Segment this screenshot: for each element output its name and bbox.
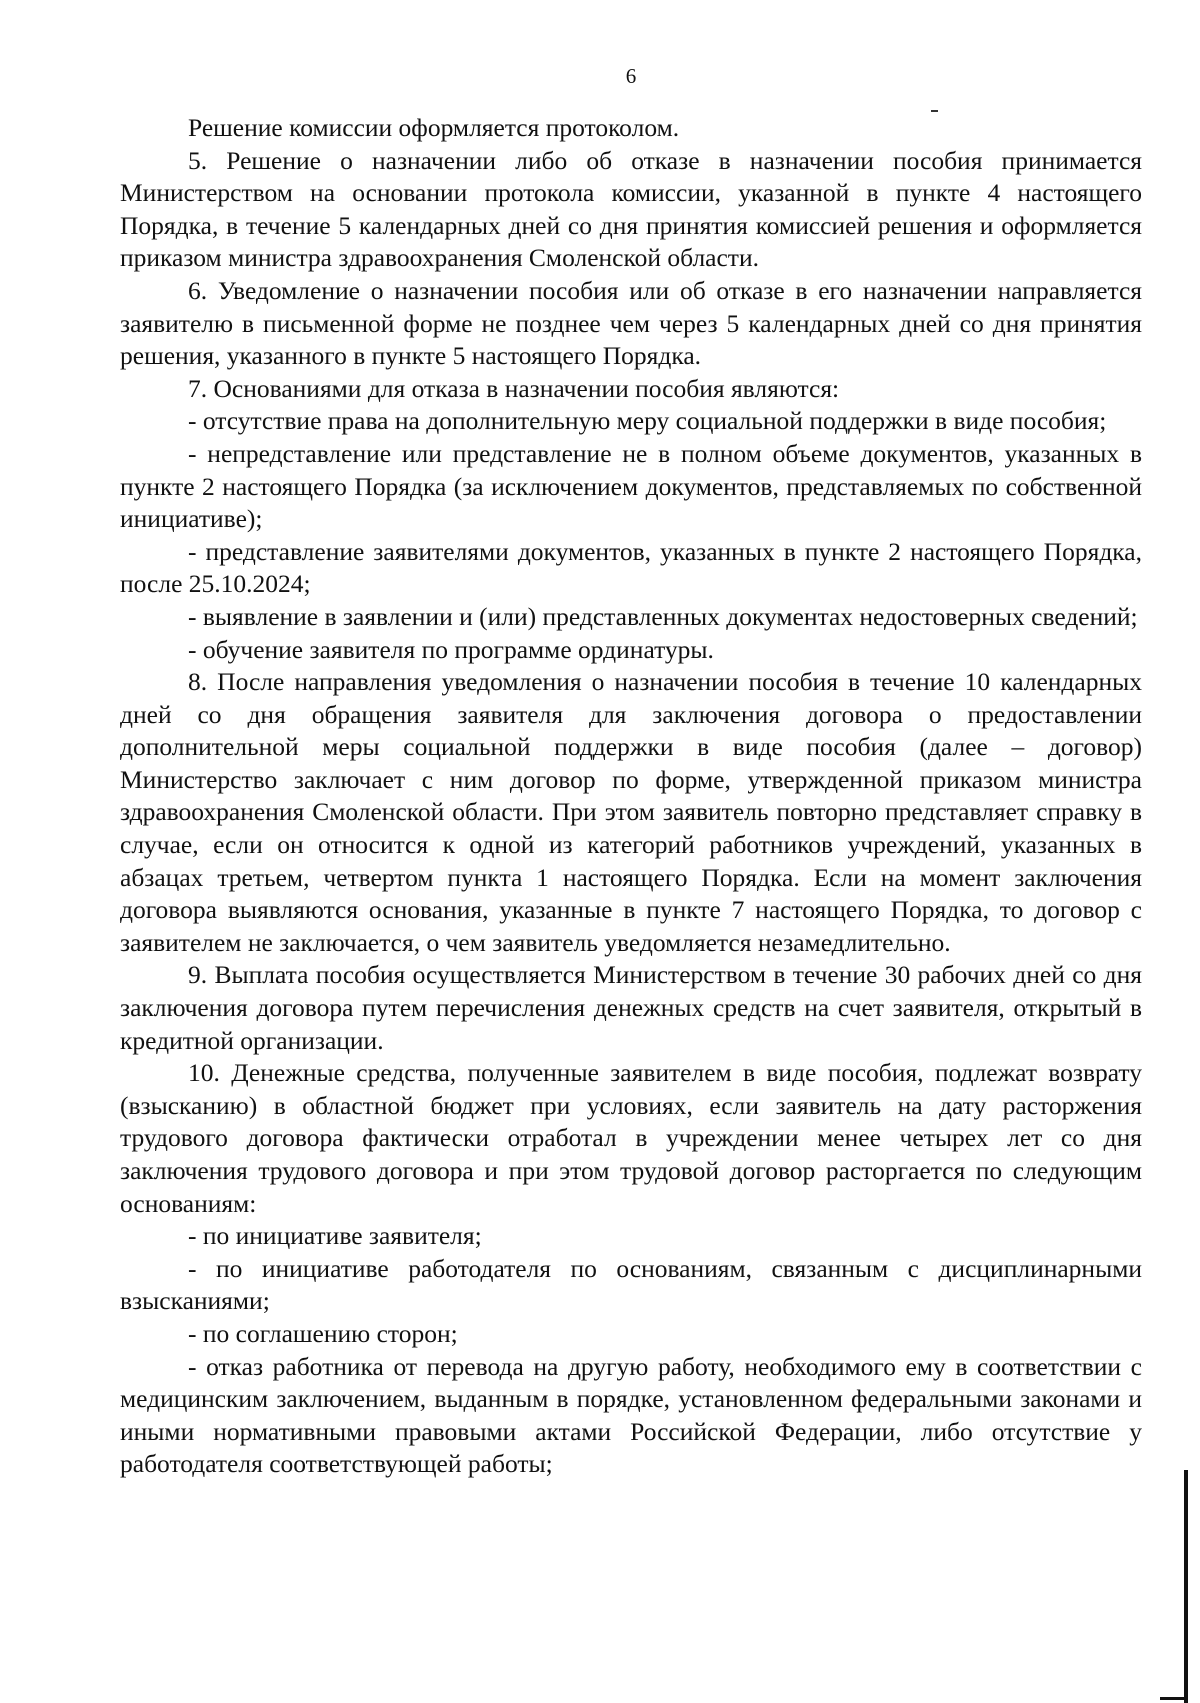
paragraph-item-9: 9. Выплата пособия осуществляется Министерством в течение 30 рабочих дней со дня заключения договора путем перечисления денежных средств на счет заявителя, открытый в кредитной организации.: [120, 960, 1142, 1055]
list-item-refusal-ground: - выявление в заявлении и (или) представленных документах недостоверных сведений;: [188, 601, 1138, 631]
scan-edge-mark: [1160, 1697, 1188, 1700]
list-item-termination-ground: - по соглашению сторон;: [188, 1318, 458, 1348]
scan-edge-line: [1184, 1470, 1188, 1703]
list-item-termination-ground: - отказ работника от перевода на другую работу, необходимого ему в соответствии с медицинским заключением, выданным в порядке, установленном федеральными законами и иными нормативными правовыми актами Российской Федерации, либо отсутствие у работодателя соответствующей работы;: [120, 1351, 1142, 1479]
list-item-refusal-ground: - непредставление или представление не в полном объеме документов, указанных в пункте 2 настоящего Порядка (за исключением документов, представляемых по собственной инициативе);: [120, 438, 1142, 534]
paragraph-item-6: 6. Уведомление о назначении пособия или об отказе в его назначении направляется заявителю в письменной форме не позднее чем через 5 календарных дней со дня принятия решения, указанного в пункте 5 настоящего Порядка.: [120, 275, 1142, 371]
list-item-refusal-ground: - отсутствие права на дополнительную меру социальной поддержки в виде пособия;: [188, 406, 1107, 436]
page-number: 6: [625, 64, 637, 88]
list-item-termination-ground: - по инициативе работодателя по основаниям, связанным с дисциплинарными взысканиями;: [120, 1253, 1142, 1316]
list-item-refusal-ground: - представление заявителями документов, указанных в пункте 2 настоящего Порядка, после 25.10.2024;: [120, 536, 1142, 599]
paragraph-item-7: 7. Основаниями для отказа в назначении пособия являются:: [188, 373, 840, 403]
document-body: [120, 112, 1142, 1481]
paragraph-item-8: 8. После направления уведомления о назначении пособия в течение 10 календарных дней со дня обращения заявителя для заключения договора о предоставлении дополнительной меры социальной поддержки в виде пособия (далее – договор) Министерство заключает с ним договор по форме, утвержденной приказом министра здравоохранения Смоленской области. При этом заявитель повторно представляет справку в случае, если он относится к одной из категорий работников учреждений, указанных в абзацах третьем, четвертом пункта 1 настоящего Порядка. Если на момент заключения договора выявляются основания, указанные в пункте 7 настоящего Порядка, то договор с заявителем не заключается, о чем заявитель уведомляется незамедлительно.: [120, 667, 1142, 957]
paragraph-item-5: 5. Решение о назначении либо об отказе в назначении пособия принимается Министерством на основании протокола комиссии, указанной в пункте 4 настоящего Порядка, в течение 5 календарных дней со дня принятия комиссией решения и оформляется приказом министра здравоохранения Смоленской области.: [120, 145, 1142, 273]
list-item-termination-ground: - по инициативе заявителя;: [188, 1221, 482, 1251]
paragraph-commission-decision: Решение комиссии оформляется протоколом.: [188, 113, 680, 142]
list-item-refusal-ground: - обучение заявителя по программе ординатуры.: [188, 634, 714, 664]
paragraph-item-10: 10. Денежные средства, полученные заявителем в виде пособия, подлежат возврату (взысканию) в областной бюджет при условиях, если заявитель на дату расторжения трудового договора фактически отработал в учреждении менее четырех лет со дня заключения трудового договора и при этом трудовой договор расторгается по следующим основаниям:: [120, 1058, 1142, 1218]
